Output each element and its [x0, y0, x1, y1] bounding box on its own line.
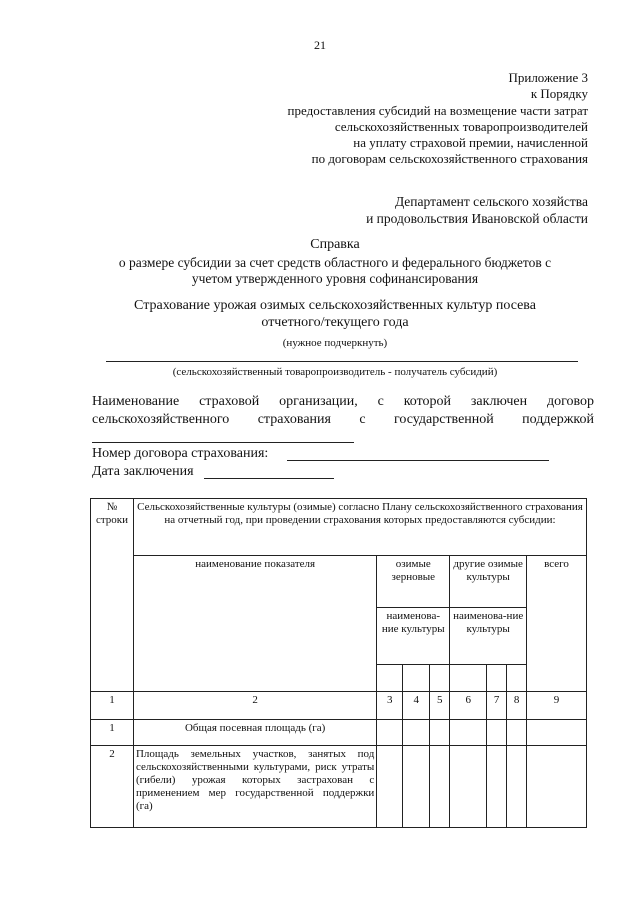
column-number: 3	[377, 692, 403, 720]
row-number: 2	[91, 746, 134, 828]
insurance-type	[70, 298, 600, 331]
department-line: и продовольствия Ивановской области	[366, 211, 588, 226]
appendix-line: предоставления субсидий на возмещение части затрат	[287, 102, 588, 118]
org-name-field-line[interactable]	[92, 442, 354, 443]
table-row	[91, 720, 587, 746]
department-line: Департамент сельского хозяйства	[394, 194, 588, 209]
grain-col-cell[interactable]	[377, 665, 403, 692]
subtitle-line: о размере субсидии за счет средств областного и федерального бюджетов с	[118, 255, 552, 270]
column-number: 9	[527, 692, 587, 720]
document-title: Справка	[310, 237, 360, 252]
row-number: 1	[91, 720, 134, 746]
grain-header: озимые зерновые	[377, 556, 450, 608]
column-number: 4	[403, 692, 430, 720]
value-cell[interactable]	[430, 746, 450, 828]
department-block	[366, 193, 588, 227]
value-cell[interactable]	[487, 746, 507, 828]
value-cell[interactable]	[430, 720, 450, 746]
value-cell[interactable]	[487, 720, 507, 746]
row-indicator-name: Общая посевная площадь (га)	[133, 720, 376, 746]
appendix-line: Приложение 3	[508, 70, 588, 85]
contract-date-label: Дата заключения	[92, 464, 194, 479]
column-number: 6	[450, 692, 487, 720]
org-name-line1: Наименование страховой организации, с которой заключен договор	[92, 394, 594, 409]
grain-col-cell[interactable]	[403, 665, 430, 692]
appendix-block	[288, 70, 588, 168]
appendix-line: сельскохозяйственных товаропроизводителей	[334, 118, 588, 134]
column-number: 5	[430, 692, 450, 720]
appendix-line: на уплату страховой премии, начисленной	[353, 135, 588, 151]
value-cell[interactable]	[527, 746, 587, 828]
column-number: 8	[507, 692, 527, 720]
underline-note: (нужное подчеркнуть)	[282, 337, 388, 349]
page-number: 21	[314, 38, 326, 52]
total-header: всего	[527, 556, 587, 692]
value-cell[interactable]	[507, 746, 527, 828]
other-sub-header: наименова-ние культуры	[450, 608, 527, 665]
value-cell[interactable]	[450, 746, 487, 828]
value-cell[interactable]	[527, 720, 587, 746]
insurance-line: отчетного/текущего года	[261, 314, 409, 330]
value-cell[interactable]	[507, 720, 527, 746]
producer-field-line[interactable]	[106, 361, 578, 362]
other-header: другие озимые культуры	[450, 556, 527, 608]
indicator-header: наименование показателя	[133, 556, 376, 692]
col-num-header: № строки	[91, 499, 134, 692]
document-subtitle	[70, 255, 600, 287]
group-header: Сельскохозяйственные культуры (озимые) согласно Плану сельскохозяйственного страхования на отчетный год, при проведении страхования которых предоставляются субсидии:	[133, 499, 586, 556]
appendix-line: к Порядку	[530, 86, 588, 102]
other-col-cell[interactable]	[507, 665, 527, 692]
contract-date-field-line[interactable]	[204, 478, 334, 479]
grain-sub-header: наименова-ние культуры	[377, 608, 450, 665]
contract-number-field-line[interactable]	[287, 460, 549, 461]
subtitle-line: учетом утвержденного уровня софинансирования	[191, 271, 479, 286]
row-indicator-name: Площадь земельных участков, занятых под сельскохозяйственными культурами, риск утраты (гибели) урожая которых застрахован с применением мер государственной поддержки (га)	[133, 746, 376, 828]
contract-number-label: Номер договора страхования:	[92, 446, 269, 461]
value-cell[interactable]	[403, 746, 430, 828]
value-cell[interactable]	[377, 746, 403, 828]
insurance-line: Страхование урожая озимых сельскохозяйственных культур посева	[134, 298, 536, 313]
value-cell[interactable]	[450, 720, 487, 746]
value-cell[interactable]	[403, 720, 430, 746]
appendix-line: по договорам сельскохозяйственного страхования	[311, 151, 588, 167]
other-col-cell[interactable]	[487, 665, 507, 692]
org-name-line2: сельскохозяйственного страхования с государственной поддержкой	[92, 412, 594, 427]
grain-col-cell[interactable]	[430, 665, 450, 692]
column-number: 2	[133, 692, 376, 720]
other-col-cell[interactable]	[450, 665, 487, 692]
column-number-row	[91, 692, 587, 720]
column-number: 1	[91, 692, 134, 720]
subsidy-table	[90, 498, 587, 828]
table-row	[91, 746, 587, 828]
producer-caption: (сельскохозяйственный товаропроизводитель - получатель субсидий)	[172, 366, 498, 378]
column-number: 7	[487, 692, 507, 720]
value-cell[interactable]	[377, 720, 403, 746]
